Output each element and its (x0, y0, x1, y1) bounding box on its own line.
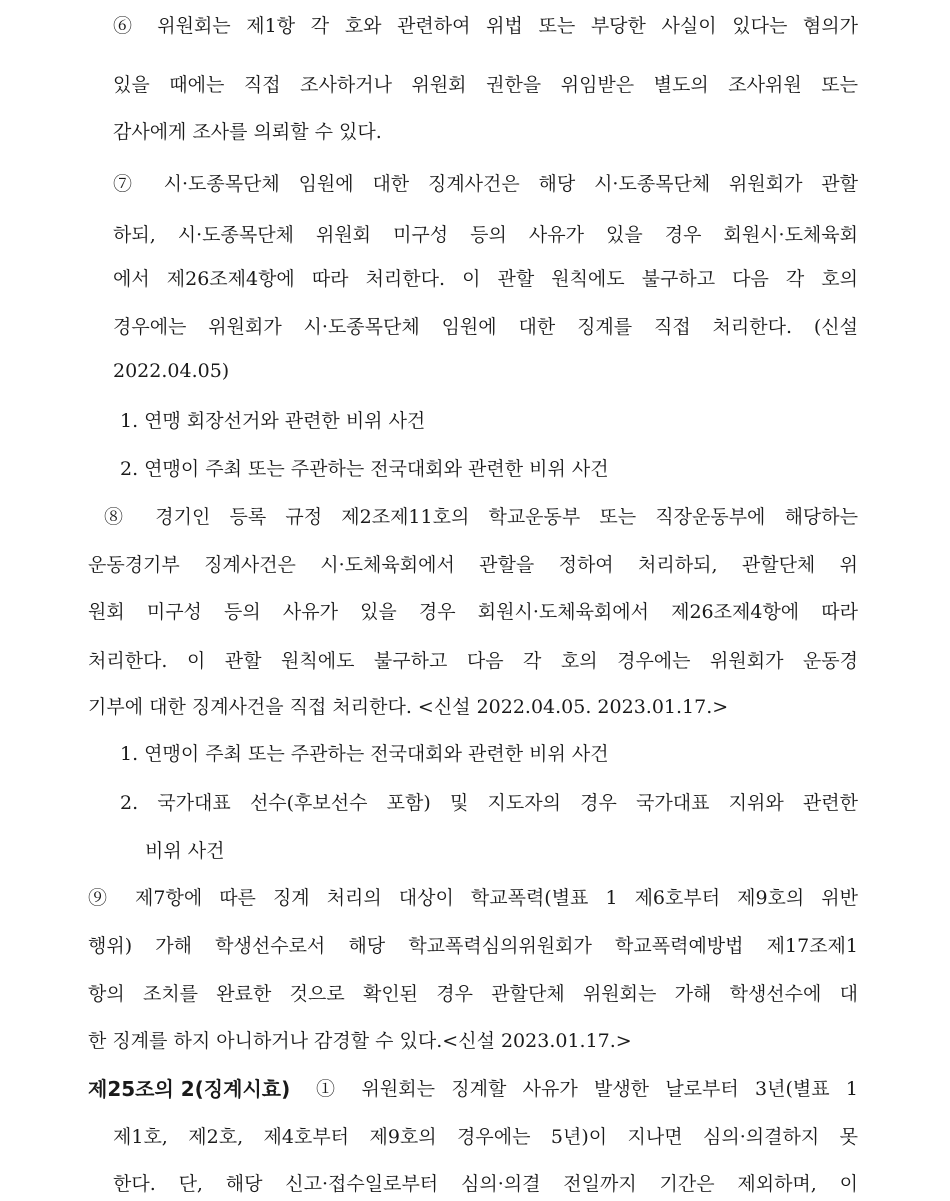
article-25-2-line-2: 제1호, 제2호, 제4호부터 제9호의 경우에는 5년)이 지나면 심의·의결하지 못 (113, 1126, 858, 1148)
paragraph-8-line-1: ⑧ 경기인 등록 규정 제2조제11호의 학교운동부 또는 직장운동부에 해당하는 (104, 506, 858, 528)
paragraph-6-line-2: 있을 때에는 직접 조사하거나 위원회 권한을 위임받은 별도의 조사위원 또는 (113, 74, 858, 96)
paragraph-9-line-4: 한 징계를 하지 아니하거나 감경할 수 있다.<신설 2023.01.17.> (88, 1030, 632, 1052)
paragraph-8-line-3: 원회 미구성 등의 사유가 있을 경우 회원시·도체육회에서 제26조제4항에 따라 (88, 601, 858, 623)
paragraph-7-item-1: 1. 연맹 회장선거와 관련한 비위 사건 (120, 410, 426, 432)
paragraph-7-line-3: 에서 제26조제4항에 따라 처리한다. 이 관할 원칙에도 불구하고 다음 각 호의 (113, 268, 858, 290)
paragraph-7-line-5: 2022.04.05) (113, 360, 230, 382)
paragraph-7-line-4: 경우에는 위원회가 시·도종목단체 임원에 대한 징계를 직접 처리한다. (신설 (113, 316, 858, 338)
paragraph-7-line-2: 하되, 시·도종목단체 위원회 미구성 등의 사유가 있을 경우 회원시·도체육회 (113, 224, 858, 246)
paragraph-9-line-2: 행위) 가해 학생선수로서 해당 학교폭력심의위원회가 학교폭력예방법 제17조제1 (88, 935, 858, 957)
paragraph-6-line-3: 감사에게 조사를 의뢰할 수 있다. (113, 121, 382, 143)
article-25-2-line-3: 한다. 단, 해당 신고·접수일로부터 심의·의결 전일까지 기간은 제외하며, 이 (113, 1173, 858, 1195)
article-25-2-line-1-rest: ① 위원회는 징계할 사유가 발생한 날로부터 3년(별표 1 (316, 1078, 858, 1100)
paragraph-8-item-2: 2. 국가대표 선수(후보선수 포함) 및 지도자의 경우 국가대표 지위와 관련한 (120, 792, 858, 814)
paragraph-8-item-2-continuation: 비위 사건 (145, 840, 225, 862)
paragraph-8-item-1: 1. 연맹이 주최 또는 주관하는 전국대회와 관련한 비위 사건 (120, 743, 609, 765)
article-25-2-heading: 제25조의 2(징계시효) (88, 1077, 291, 1101)
paragraph-9-line-1: ⑨ 제7항에 따른 징계 처리의 대상이 학교폭력(별표 1 제6호부터 제9호의 위반 (88, 887, 858, 909)
paragraph-7-item-2: 2. 연맹이 주최 또는 주관하는 전국대회와 관련한 비위 사건 (120, 458, 609, 480)
paragraph-8-line-5: 기부에 대한 징계사건을 직접 처리한다. <신설 2022.04.05. 2023.01.17.> (88, 696, 729, 718)
paragraph-6-line-1: ⑥ 위원회는 제1항 각 호와 관련하여 위법 또는 부당한 사실이 있다는 혐의가 (113, 15, 858, 37)
paragraph-9-line-3: 항의 조치를 완료한 것으로 확인된 경우 관할단체 위원회는 가해 학생선수에 대 (88, 983, 858, 1005)
paragraph-8-line-2: 운동경기부 징계사건은 시·도체육회에서 관할을 정하여 처리하되, 관할단체 위 (88, 554, 858, 576)
paragraph-8-line-4: 처리한다. 이 관할 원칙에도 불구하고 다음 각 호의 경우에는 위원회가 운동경 (88, 650, 858, 672)
paragraph-7-line-1: ⑦ 시·도종목단체 임원에 대한 징계사건은 해당 시·도종목단체 위원회가 관할 (113, 173, 858, 195)
